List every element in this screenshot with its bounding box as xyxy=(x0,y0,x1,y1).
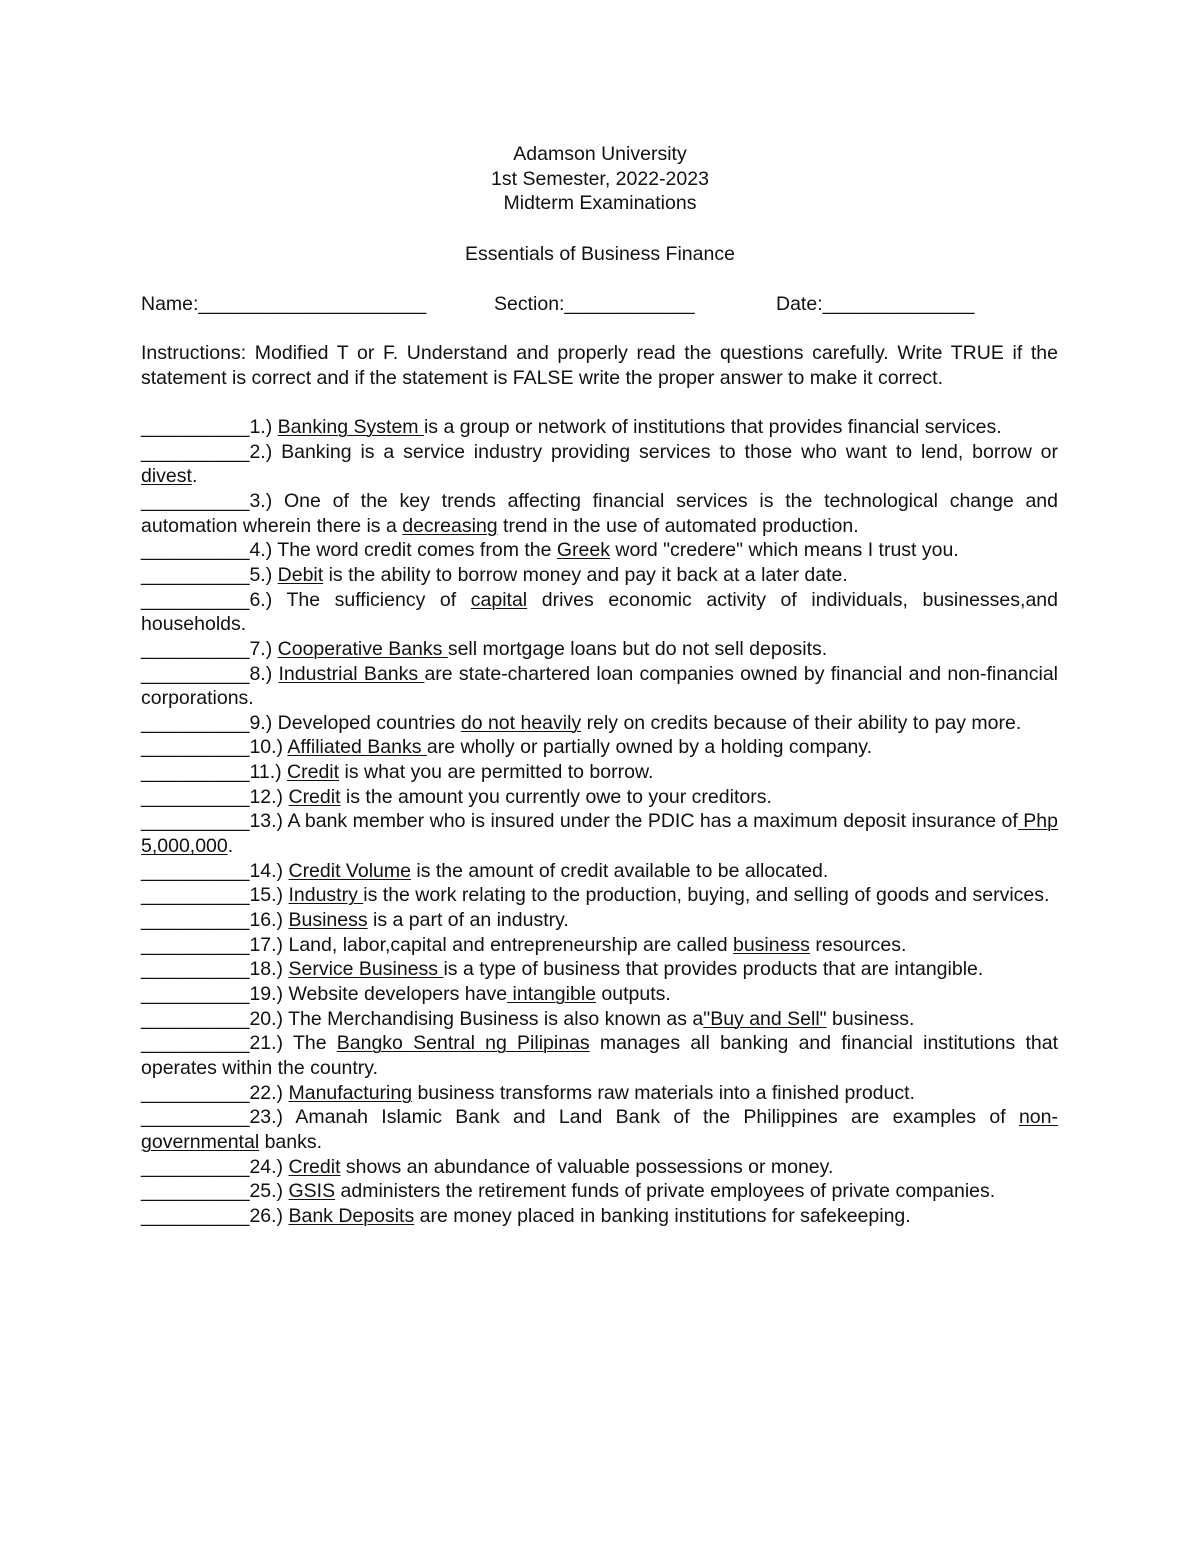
question-item xyxy=(141,933,1058,958)
question-text: is a group or network of institutions that provides financial services. xyxy=(423,415,1002,438)
answer-blank: __________ xyxy=(141,859,250,882)
question-item xyxy=(141,883,1058,908)
underlined-term: Industry xyxy=(288,884,364,907)
answer-blank: __________ xyxy=(141,1180,250,1203)
question-item xyxy=(141,735,1058,760)
question-item xyxy=(141,859,1058,884)
question-number: 9.) xyxy=(249,711,278,734)
underlined-term: Bank Deposits xyxy=(288,1204,415,1227)
question-text: is the work relating to the production, buying, and selling of goods and services. xyxy=(363,884,1050,907)
underlined-term: divest xyxy=(141,465,192,488)
question-item xyxy=(141,1204,1058,1229)
question-number: 19.) xyxy=(249,983,289,1006)
question-number: 26.) xyxy=(249,1204,289,1227)
answer-blank: __________ xyxy=(141,1081,250,1104)
exam-title: Midterm Examinations xyxy=(503,192,697,215)
question-item xyxy=(141,1179,1058,1204)
question-text: Banking is a service industry providing services to those who want to lend, borrow or xyxy=(281,440,1058,463)
underlined-term: Php 5,000,000 xyxy=(141,810,1058,858)
question-number: 11.) xyxy=(249,761,288,784)
answer-blank: __________ xyxy=(141,761,250,784)
underlined-term: non-governmental xyxy=(141,1106,1058,1153)
underlined-term: Service Business xyxy=(288,958,444,981)
question-text: is what you are permitted to borrow. xyxy=(339,761,654,784)
question-number: 17.) xyxy=(249,933,289,956)
underlined-term: Cooperative Banks xyxy=(277,637,448,660)
underlined-term: Credit xyxy=(288,785,341,808)
underlined-term: Credit xyxy=(288,1155,341,1178)
course-title: Essentials of Business Finance xyxy=(465,243,735,265)
question-number: 2.) xyxy=(249,440,282,463)
question-text: Amanah Islamic Bank and Land Bank of the Philippines are examples of xyxy=(295,1106,1019,1129)
question-text: rely on credits because of their ability to pay more. xyxy=(581,711,1022,734)
question-text: are state-chartered loan companies owned by financial and non-financial corporations. xyxy=(141,662,1059,710)
question-text: Land, labor,capital and entrepreneurship are called xyxy=(288,933,733,956)
question-item xyxy=(141,1007,1058,1032)
question-number: 1.) xyxy=(249,415,278,438)
question-number: 18.) xyxy=(249,958,289,981)
underlined-term: GSIS xyxy=(288,1180,336,1203)
question-number: 16.) xyxy=(249,909,289,932)
question-item xyxy=(141,1155,1058,1180)
question-text: banks. xyxy=(259,1130,323,1153)
question-text: shows an abundance of valuable possessions or money. xyxy=(340,1155,834,1178)
question-text: The Merchandising Business is also known as a xyxy=(288,1007,704,1030)
answer-blank: __________ xyxy=(141,983,250,1006)
answer-blank: __________ xyxy=(141,539,250,562)
question-text: drives economic activity of individuals, businesses,and households. xyxy=(141,588,1058,636)
underlined-term: Banking System xyxy=(277,415,424,438)
question-text: are wholly or partially owned by a holding company. xyxy=(426,736,873,759)
question-item xyxy=(141,489,1058,538)
question-number: 23.) xyxy=(249,1106,296,1129)
answer-blank: __________ xyxy=(141,933,250,956)
question-item xyxy=(141,440,1058,489)
underlined-term: Manufacturing xyxy=(288,1081,413,1104)
answer-blank: __________ xyxy=(141,588,250,611)
exam-body xyxy=(141,341,1058,1229)
question-text: . xyxy=(191,465,198,488)
question-text: administers the retirement funds of private employees of private companies. xyxy=(335,1180,996,1203)
answer-blank: __________ xyxy=(141,1007,250,1030)
date-field: Date:______________ xyxy=(776,293,975,315)
question-number: 3.) xyxy=(249,489,284,512)
answer-blank: __________ xyxy=(141,489,250,512)
question-number: 13.) xyxy=(249,810,288,833)
underlined-term: Bangko Sentral ng Pilipinas xyxy=(336,1032,590,1055)
answer-blank: __________ xyxy=(141,711,250,734)
question-item xyxy=(141,538,1058,563)
question-text: are money placed in banking institutions for safekeeping. xyxy=(414,1204,911,1227)
question-text: A bank member who is insured under the PDIC has a maximum deposit insurance of xyxy=(287,810,1018,833)
answer-blank: __________ xyxy=(141,810,250,833)
underlined-term: Debit xyxy=(277,563,324,586)
question-text: The sufficiency of xyxy=(286,588,471,611)
answer-blank: __________ xyxy=(141,958,250,981)
university-name: Adamson University xyxy=(513,143,687,165)
question-text: manages all banking and financial institutions that operates within the country. xyxy=(141,1032,1058,1080)
answer-blank: __________ xyxy=(141,1204,250,1227)
question-item xyxy=(141,637,1058,662)
question-text: Developed countries xyxy=(277,711,461,734)
question-item xyxy=(141,760,1058,785)
question-item xyxy=(141,588,1058,637)
underlined-term: capital xyxy=(470,588,528,611)
underlined-term: Greek xyxy=(556,539,610,562)
underlined-term: "Buy and Sell" xyxy=(703,1007,827,1030)
question-number: 22.) xyxy=(249,1081,289,1104)
question-text: business transforms raw materials into a finished product. xyxy=(412,1081,915,1104)
answer-blank: __________ xyxy=(141,1155,250,1178)
question-text: resources. xyxy=(809,933,907,956)
semester: 1st Semester, 2022-2023 xyxy=(491,167,709,190)
question-item xyxy=(141,957,1058,982)
answer-blank: __________ xyxy=(141,440,250,463)
section-field: Section:____________ xyxy=(494,293,695,315)
question-text: is a type of business that provides products that are intangible. xyxy=(443,958,984,981)
instructions: Instructions: Modified T or F. Understand and properly read the questions carefully. Write TRUE if the statement is correct and if the statement is FALSE write the proper answer to make it correct. xyxy=(141,342,1058,389)
question-number: 14.) xyxy=(249,859,289,882)
question-item xyxy=(141,563,1058,588)
question-number: 10.) xyxy=(249,736,288,759)
question-number: 6.) xyxy=(249,588,287,611)
question-item xyxy=(141,1031,1058,1080)
question-item xyxy=(141,982,1058,1007)
underlined-term: Credit Volume xyxy=(288,859,411,882)
underlined-term: decreasing xyxy=(402,514,498,537)
answer-blank: __________ xyxy=(141,563,250,586)
question-item xyxy=(141,1105,1058,1154)
underlined-term: do not heavily xyxy=(460,711,582,734)
question-number: 24.) xyxy=(249,1155,289,1178)
answer-blank: __________ xyxy=(141,884,250,907)
name-field: Name:_____________________ xyxy=(141,293,427,315)
underlined-term: Affiliated Banks xyxy=(287,736,427,759)
question-text: is the amount of credit available to be allocated. xyxy=(410,859,829,882)
question-text: One of the key trends affecting financial services is the technological change and automation wherein there is a xyxy=(141,489,1058,537)
underlined-term: Industrial Banks xyxy=(278,662,425,685)
question-text: business. xyxy=(826,1007,915,1030)
question-text: is the ability to borrow money and pay it back at a later date. xyxy=(323,563,848,586)
underlined-term: intangible xyxy=(507,983,596,1006)
question-item xyxy=(141,809,1058,858)
answer-blank: __________ xyxy=(141,736,250,759)
answer-blank: __________ xyxy=(141,785,250,808)
answer-blank: __________ xyxy=(141,1106,250,1129)
question-item xyxy=(141,662,1058,711)
question-number: 12.) xyxy=(249,785,289,808)
question-text: The word credit comes from the xyxy=(277,539,557,562)
answer-blank: __________ xyxy=(141,909,250,932)
underlined-term: business xyxy=(732,933,810,956)
question-item xyxy=(141,908,1058,933)
underlined-term: Business xyxy=(288,909,368,932)
question-number: 7.) xyxy=(249,637,278,660)
question-list xyxy=(141,415,1058,1229)
answer-blank: __________ xyxy=(141,415,250,438)
question-number: 21.) xyxy=(249,1032,293,1055)
question-item xyxy=(141,1081,1058,1106)
question-number: 20.) xyxy=(249,1007,289,1030)
underlined-term: Credit xyxy=(287,761,340,784)
exam-header xyxy=(0,142,1200,216)
answer-blank: __________ xyxy=(141,662,250,685)
question-text: is the amount you currently owe to your creditors. xyxy=(340,785,772,808)
question-text: outputs. xyxy=(596,983,671,1006)
question-number: 15.) xyxy=(249,884,289,907)
question-text: Website developers have xyxy=(288,983,508,1006)
question-item xyxy=(141,711,1058,736)
question-text: The xyxy=(292,1032,337,1055)
question-text: is a part of an industry. xyxy=(367,909,569,932)
question-text: . xyxy=(227,835,234,858)
question-number: 4.) xyxy=(249,539,278,562)
answer-blank: __________ xyxy=(141,637,250,660)
question-number: 5.) xyxy=(249,563,278,586)
answer-blank: __________ xyxy=(141,1032,250,1055)
question-number: 25.) xyxy=(249,1180,289,1203)
question-text: sell mortgage loans but do not sell deposits. xyxy=(447,637,828,660)
question-text: trend in the use of automated production. xyxy=(497,514,859,537)
question-item xyxy=(141,785,1058,810)
question-number: 8.) xyxy=(249,662,279,685)
question-text: word "credere" which means I trust you. xyxy=(610,539,959,562)
question-item xyxy=(141,415,1058,440)
